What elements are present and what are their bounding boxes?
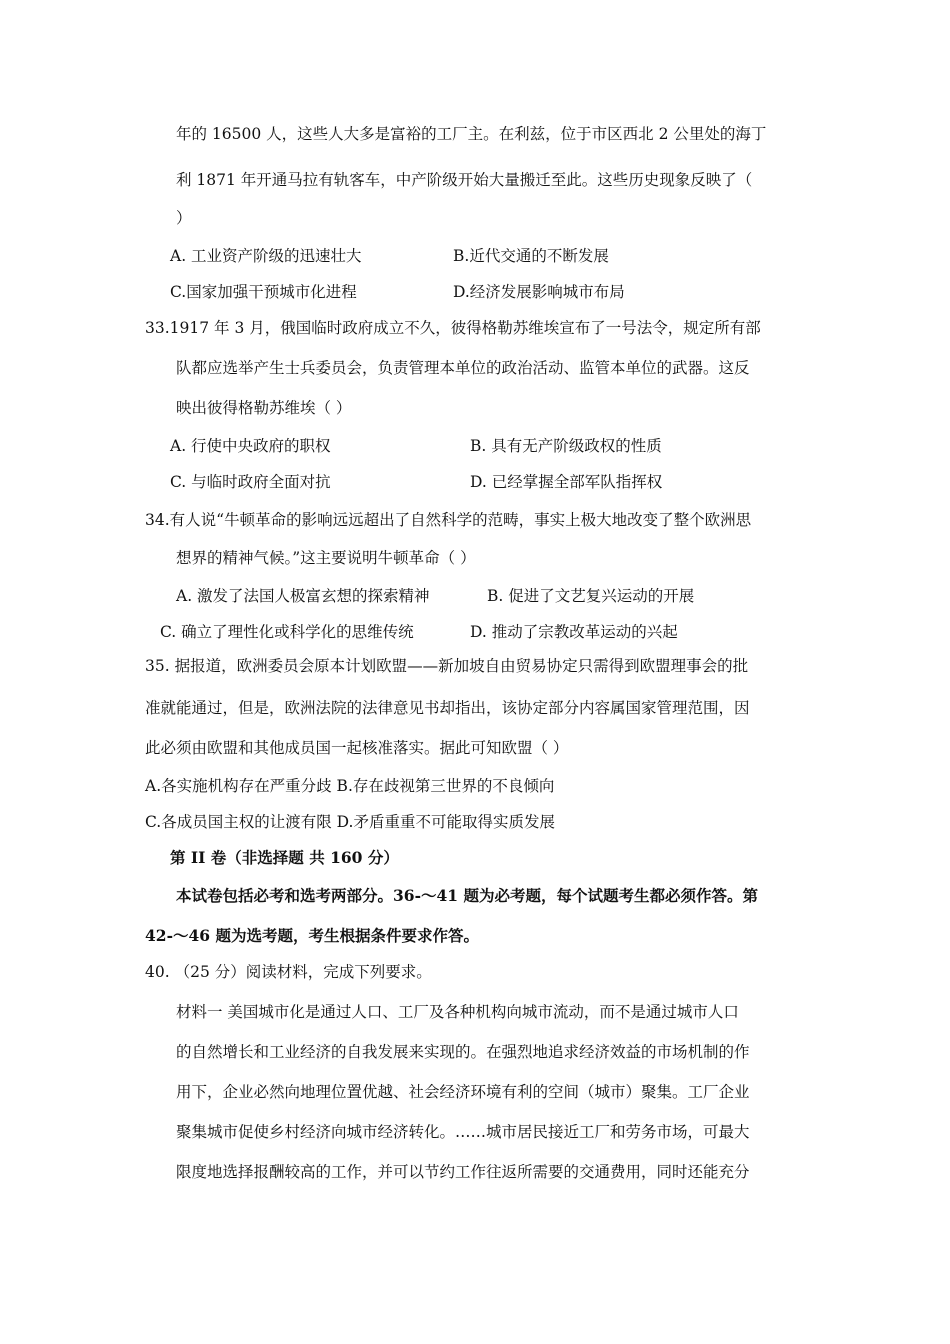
section-2-intro-line-1: 本试卷包括必考和选考两部分。36-～41 题为必考题，每个试题考生都必须作答。第 <box>176 886 758 905</box>
q34-option-a: A. 激发了法国人极富玄想的探索精神 <box>176 587 430 605</box>
q33-line-3: 映出彼得格勒苏维埃（ ） <box>176 399 352 417</box>
q32-option-d: D.经济发展影响城市布局 <box>453 283 625 301</box>
q32-option-c: C.国家加强干预城市化进程 <box>170 283 357 301</box>
q33-option-d: D. 已经掌握全部军队指挥权 <box>470 473 663 491</box>
section-2-title: 第 II 卷（非选择题 共 160 分） <box>170 848 399 867</box>
q40-material-line-2: 的自然增长和工业经济的自我发展来实现的。在强烈地追求经济效益的市场机制的作 <box>176 1043 750 1061</box>
q33-option-c: C. 与临时政府全面对抗 <box>170 473 331 491</box>
q33-line-2: 队都应选举产生士兵委员会，负责管理本单位的政治活动、监管本单位的武器。这反 <box>176 359 750 377</box>
q32-line-2: 利 1871 年开通马拉有轨客车，中产阶级开始大量搬迁至此。这些历史现象反映了（ <box>176 171 753 189</box>
q40-material-line-1: 材料一 美国城市化是通过人口、工厂及各种机构向城市流动，而不是通过城市人口 <box>176 1003 739 1021</box>
q32-line-3: ） <box>176 209 192 227</box>
q34-line-2: 想界的精神气候。”这主要说明牛顿革命（ ） <box>176 549 476 567</box>
q35-options-cd: C.各成员国主权的让渡有限 D.矛盾重重不可能取得实质发展 <box>145 813 555 831</box>
q34-option-d: D. 推动了宗教改革运动的兴起 <box>470 623 678 641</box>
q40-heading: 40. （25 分）阅读材料，完成下列要求。 <box>145 963 432 981</box>
q32-line-1: 年的 16500 人，这些人大多是富裕的工厂主。在利兹，位于市区西北 2 公里处的海丁 <box>176 125 767 143</box>
q34-line-1: 34.有人说“牛顿革命的影响远远超出了自然科学的范畴，事实上极大地改变了整个欧洲思 <box>145 511 752 529</box>
q40-material-line-5: 限度地选择报酬较高的工作，并可以节约工作往返所需要的交通费用，同时还能充分 <box>176 1163 750 1181</box>
q32-option-b: B.近代交通的不断发展 <box>453 247 609 265</box>
q35-options-ab: A.各实施机构存在严重分歧 B.存在歧视第三世界的不良倾向 <box>145 777 555 795</box>
q33-option-a: A. 行使中央政府的职权 <box>170 437 331 455</box>
q34-option-b: B. 促进了文艺复兴运动的开展 <box>487 587 695 605</box>
q33-option-b: B. 具有无产阶级政权的性质 <box>470 437 662 455</box>
q33-line-1: 33.1917 年 3 月，俄国临时政府成立不久，彼得格勒苏维埃宣布了一号法令，规定所有部 <box>145 319 761 337</box>
q40-material-line-4: 聚集城市促使乡村经济向城市经济转化。……城市居民接近工厂和劳务市场，可最大 <box>176 1123 750 1141</box>
q34-option-c: C. 确立了理性化或科学化的思维传统 <box>160 623 414 641</box>
section-2-intro-line-2: 42-～46 题为选考题，考生根据条件要求作答。 <box>145 926 479 945</box>
q35-line-1: 35. 据报道，欧洲委员会原本计划欧盟——新加坡自由贸易协定只需得到欧盟理事会的批 <box>145 657 749 675</box>
q35-line-3: 此必须由欧盟和其他成员国一起核准落实。据此可知欧盟（ ） <box>145 739 569 757</box>
q35-line-2: 准就能通过，但是，欧洲法院的法律意见书却指出，该协定部分内容属国家管理范围，因 <box>145 699 750 717</box>
q32-option-a: A. 工业资产阶级的迅速壮大 <box>170 247 362 265</box>
q40-material-line-3: 用下，企业必然向地理位置优越、社会经济环境有利的空间（城市）聚集。工厂企业 <box>176 1083 750 1101</box>
